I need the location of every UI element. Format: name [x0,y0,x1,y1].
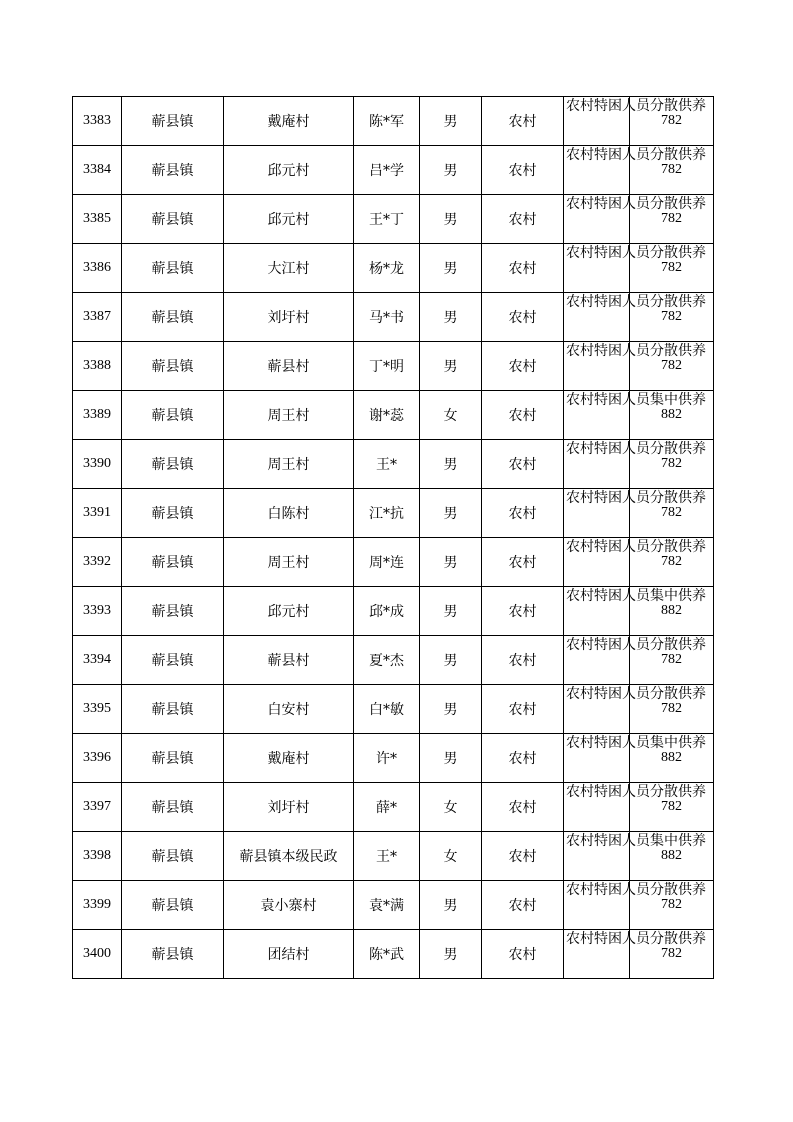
assistance-type-text: 农村特困人员分散供养 [566,146,706,163]
row-number-cell: 3400 [73,930,122,979]
gender-cell: 男 [420,146,482,195]
assistance-type-text: 农村特困人员集中供养 [566,587,706,604]
area-type-cell: 农村 [482,881,564,930]
town-cell: 蕲县镇 [122,881,224,930]
table-row [73,832,714,881]
assistance-type-text: 农村特困人员集中供养 [566,391,706,408]
amount-cell: 782 [630,489,714,538]
town-cell: 蕲县镇 [122,832,224,881]
village-cell: 大江村 [224,244,354,293]
person-name-cell: 谢*蕊 [354,391,420,440]
town-cell: 蕲县镇 [122,783,224,832]
area-type-cell: 农村 [482,636,564,685]
town-cell: 蕲县镇 [122,930,224,979]
table-row [73,391,714,440]
gender-cell: 男 [420,195,482,244]
village-cell: 周王村 [224,440,354,489]
area-type-cell: 农村 [482,146,564,195]
row-number-cell: 3393 [73,587,122,636]
gender-cell: 女 [420,391,482,440]
person-name-cell: 马*书 [354,293,420,342]
assistance-type-text: 农村特困人员分散供养 [566,538,706,555]
town-cell: 蕲县镇 [122,146,224,195]
table-row [73,195,714,244]
area-type-cell: 农村 [482,195,564,244]
town-cell: 蕲县镇 [122,293,224,342]
person-name-cell: 许* [354,734,420,783]
gender-cell: 男 [420,636,482,685]
village-cell: 袁小寨村 [224,881,354,930]
person-name-cell: 吕*学 [354,146,420,195]
assistance-type-text: 农村特困人员分散供养 [566,342,706,359]
assistance-type-text: 农村特困人员分散供养 [566,440,706,457]
village-cell: 白安村 [224,685,354,734]
town-cell: 蕲县镇 [122,685,224,734]
person-name-cell: 江*抗 [354,489,420,538]
area-type-cell: 农村 [482,489,564,538]
town-cell: 蕲县镇 [122,538,224,587]
gender-cell: 男 [420,244,482,293]
area-type-cell: 农村 [482,97,564,146]
area-type-cell: 农村 [482,734,564,783]
row-number-cell: 3396 [73,734,122,783]
gender-cell: 男 [420,97,482,146]
amount-cell: 782 [630,930,714,979]
row-number-cell: 3387 [73,293,122,342]
assistance-type-text: 农村特困人员分散供养 [566,293,706,310]
area-type-cell: 农村 [482,293,564,342]
person-name-cell: 邱*成 [354,587,420,636]
row-number-cell: 3391 [73,489,122,538]
village-cell: 周王村 [224,538,354,587]
amount-cell: 782 [630,881,714,930]
assistance-type-text: 农村特困人员分散供养 [566,636,706,653]
table-row [73,685,714,734]
row-number-cell: 3388 [73,342,122,391]
row-number-cell: 3397 [73,783,122,832]
village-cell: 戴庵村 [224,734,354,783]
table-row [73,489,714,538]
village-cell: 团结村 [224,930,354,979]
gender-cell: 男 [420,685,482,734]
gender-cell: 男 [420,342,482,391]
person-name-cell: 夏*杰 [354,636,420,685]
village-cell: 周王村 [224,391,354,440]
village-cell: 刘圩村 [224,783,354,832]
amount-cell: 782 [630,440,714,489]
gender-cell: 男 [420,881,482,930]
town-cell: 蕲县镇 [122,244,224,293]
assistance-type-text: 农村特困人员分散供养 [566,195,706,212]
row-number-cell: 3385 [73,195,122,244]
amount-cell: 782 [630,97,714,146]
row-number-cell: 3390 [73,440,122,489]
amount-cell: 782 [630,636,714,685]
village-cell: 白陈村 [224,489,354,538]
row-number-cell: 3384 [73,146,122,195]
person-name-cell: 王*丁 [354,195,420,244]
row-number-cell: 3383 [73,97,122,146]
area-type-cell: 农村 [482,930,564,979]
person-name-cell: 丁*明 [354,342,420,391]
gender-cell: 男 [420,293,482,342]
table-row [73,440,714,489]
area-type-cell: 农村 [482,832,564,881]
amount-cell: 782 [630,538,714,587]
area-type-cell: 农村 [482,244,564,293]
row-number-cell: 3392 [73,538,122,587]
town-cell: 蕲县镇 [122,195,224,244]
assistance-type-text: 农村特困人员分散供养 [566,930,706,947]
gender-cell: 男 [420,538,482,587]
area-type-cell: 农村 [482,342,564,391]
area-type-cell: 农村 [482,685,564,734]
gender-cell: 男 [420,440,482,489]
village-cell: 刘圩村 [224,293,354,342]
area-type-cell: 农村 [482,783,564,832]
area-type-cell: 农村 [482,538,564,587]
person-name-cell: 杨*龙 [354,244,420,293]
area-type-cell: 农村 [482,440,564,489]
amount-cell: 882 [630,391,714,440]
amount-cell: 782 [630,685,714,734]
person-name-cell: 周*连 [354,538,420,587]
table-row [73,930,714,979]
row-number-cell: 3395 [73,685,122,734]
gender-cell: 男 [420,734,482,783]
table-row [73,244,714,293]
records-table [72,96,714,979]
assistance-type-text: 农村特困人员集中供养 [566,734,706,751]
village-cell: 邱元村 [224,146,354,195]
amount-cell: 782 [630,293,714,342]
town-cell: 蕲县镇 [122,342,224,391]
table-row [73,342,714,391]
table-row [73,636,714,685]
table-row [73,783,714,832]
table-row [73,538,714,587]
village-cell: 邱元村 [224,195,354,244]
town-cell: 蕲县镇 [122,734,224,783]
town-cell: 蕲县镇 [122,587,224,636]
gender-cell: 男 [420,489,482,538]
row-number-cell: 3398 [73,832,122,881]
town-cell: 蕲县镇 [122,489,224,538]
town-cell: 蕲县镇 [122,636,224,685]
assistance-type-text: 农村特困人员分散供养 [566,685,706,702]
amount-cell: 882 [630,832,714,881]
gender-cell: 女 [420,783,482,832]
amount-cell: 782 [630,195,714,244]
person-name-cell: 陈*武 [354,930,420,979]
assistance-type-text: 农村特困人员集中供养 [566,832,706,849]
assistance-type-text: 农村特困人员分散供养 [566,244,706,261]
person-name-cell: 薛* [354,783,420,832]
village-cell: 戴庵村 [224,97,354,146]
area-type-cell: 农村 [482,391,564,440]
person-name-cell: 王* [354,440,420,489]
person-name-cell: 白*敏 [354,685,420,734]
amount-cell: 782 [630,783,714,832]
amount-cell: 782 [630,244,714,293]
amount-cell: 882 [630,734,714,783]
table-row [73,587,714,636]
town-cell: 蕲县镇 [122,440,224,489]
town-cell: 蕲县镇 [122,97,224,146]
table-row [73,146,714,195]
area-type-cell: 农村 [482,587,564,636]
table-row [73,97,714,146]
village-cell: 蕲县镇本级民政 [224,832,354,881]
amount-cell: 882 [630,587,714,636]
row-number-cell: 3389 [73,391,122,440]
gender-cell: 男 [420,587,482,636]
assistance-type-text: 农村特困人员分散供养 [566,97,706,114]
assistance-type-text: 农村特困人员分散供养 [566,783,706,800]
person-name-cell: 王* [354,832,420,881]
assistance-type-text: 农村特困人员分散供养 [566,881,706,898]
person-name-cell: 陈*军 [354,97,420,146]
gender-cell: 男 [420,930,482,979]
row-number-cell: 3394 [73,636,122,685]
row-number-cell: 3386 [73,244,122,293]
assistance-type-text: 农村特困人员分散供养 [566,489,706,506]
village-cell: 邱元村 [224,587,354,636]
table-row [73,881,714,930]
table-row [73,734,714,783]
row-number-cell: 3399 [73,881,122,930]
amount-cell: 782 [630,146,714,195]
town-cell: 蕲县镇 [122,391,224,440]
gender-cell: 女 [420,832,482,881]
amount-cell: 782 [630,342,714,391]
village-cell: 蕲县村 [224,636,354,685]
person-name-cell: 袁*满 [354,881,420,930]
table-row [73,293,714,342]
village-cell: 蕲县村 [224,342,354,391]
